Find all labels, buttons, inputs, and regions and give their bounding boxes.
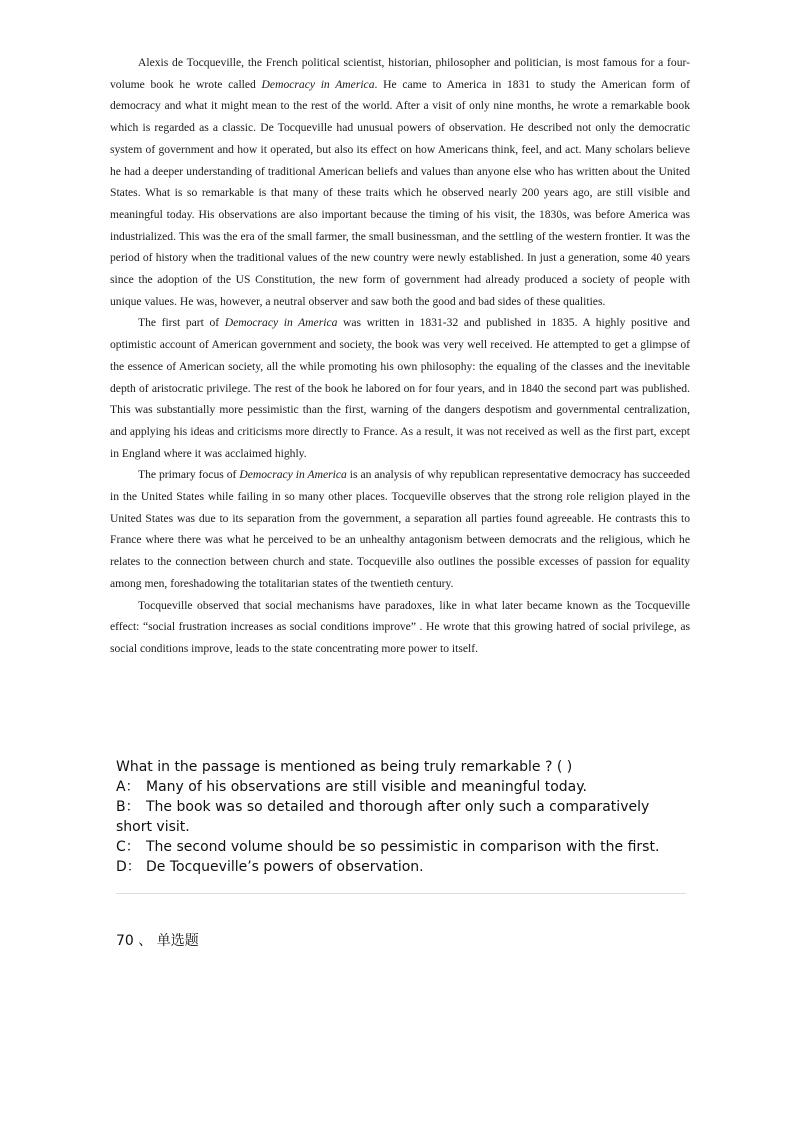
option-text: Many of his observations are still visible and meaningful today. <box>146 779 587 795</box>
option-b[interactable] <box>116 797 686 837</box>
book-title: Democracy in America <box>261 77 375 91</box>
paragraph-text: . He came to America in 1831 to study the American form of democracy and what it might mean to the rest of the world. After a visit of only nine months, he wrote a remarkable book which is regarded as a classic. De Tocqueville had unusual powers of observation. He described not only the democratic system of government and how it operated, but also its effect on how Americans think, feel, and act. Many scholars believe he had a deeper understanding of traditional American beliefs and values than anyone else who has written about the United States. What is so remarkable is that many of these traits which he observed nearly 200 years ago, are still visible and meaningful today. His observations are also important because the timing of his visit, the 1830s, was before America was industrialized. This was the era of the small farmer, the small businessman, and the settling of the western frontier. It was the period of history when the traditional values of the new country were newly established. In just a generation, some 40 years since the adoption of the US Constitution, the new form of government had already produced a society of people with unique values. He was, however, a neutral observer and saw both the good and bad sides of these qualities. <box>110 77 690 308</box>
option-a[interactable] <box>116 777 686 797</box>
option-letter: A： <box>116 779 140 795</box>
question-stem: What in the passage is mentioned as being truly remarkable ? ( ) <box>116 759 573 775</box>
passage-paragraph-3 <box>110 464 690 594</box>
passage-paragraph-4 <box>110 595 690 660</box>
option-letter: D： <box>116 859 141 875</box>
paragraph-text: Tocqueville observed that social mechanisms have paradoxes, like in what later became known as the Tocqueville effect: “social frustration increases as social conditions improve” . He wrote that this growing hatred of social privilege, as social conditions improve, leads to the state concentrating more power to itself. <box>110 598 690 655</box>
paragraph-text: was written in 1831-32 and published in 1835. A highly positive and optimistic account of American government and society, the book was very well received. He attempted to get a glimpse of the essence of American society, all the while promoting his own philosophy: the equaling of the classes and the inevitable depth of aristocratic privilege. The rest of the book he labored on for four years, and in 1840 the second part was published. This was substantially more pessimistic than the first, warning of the dangers despotism and governmental centralization, and applying his ideas and criticisms more directly to France. As a result, it was not received as well as the first part, except in England where it was acclaimed highly. <box>110 316 690 460</box>
passage-image <box>110 52 690 752</box>
option-text: The second volume should be so pessimistic in comparison with the first. <box>146 839 660 855</box>
paragraph-text: Alexis de Tocqueville, the French political scientist, historian, philosopher and politician, is most famous for a four-volume book he wrote called <box>110 56 690 91</box>
next-question-header <box>116 931 199 951</box>
question-type: 单选题 <box>156 933 199 949</box>
book-title: Democracy in America <box>239 468 347 482</box>
book-title: Democracy in America <box>224 316 338 330</box>
paragraph-text: The first part of <box>138 316 225 330</box>
option-letter: B： <box>116 799 140 815</box>
option-d[interactable] <box>116 857 686 877</box>
option-text: De Tocqueville’s powers of observation. <box>146 859 424 875</box>
paragraph-text: is an analysis of why republican representative democracy has succeeded in the United States while failing in so many other places. Tocqueville observes that the strong role religion played in the United States was due to its separation from the government, a separation all parties found agreeable. He contrasts this to France where there was what he perceived to be an unhealthy antagonism between democrats and the religious, which he relates to the connection between church and state. Tocqueville also outlines the possible excesses of passion for equality among men, foreshadowing the totalitarian states of the twentieth century. <box>110 468 690 590</box>
passage-paragraph-2 <box>110 312 690 464</box>
option-letter: C： <box>116 839 140 855</box>
question-number: 70 、 <box>116 933 153 949</box>
passage-paragraph-1 <box>110 52 690 312</box>
question-block <box>116 757 686 877</box>
paragraph-text: The primary focus of <box>138 468 240 482</box>
divider <box>116 893 686 894</box>
option-text: The book was so detailed and thorough after only such a comparatively short visit. <box>116 799 650 835</box>
option-c[interactable] <box>116 837 686 857</box>
